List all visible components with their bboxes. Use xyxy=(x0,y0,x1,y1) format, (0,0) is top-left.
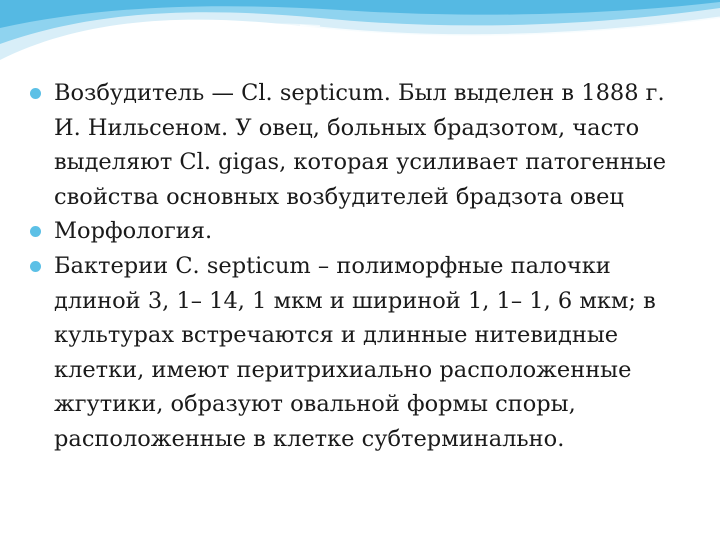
bullet-item xyxy=(28,214,698,249)
bullet-dot-icon xyxy=(30,261,41,272)
bullet-item xyxy=(28,76,698,214)
bullet-item xyxy=(28,249,698,457)
bullet-text: Возбудитель — Cl. septicum. Был выделен в 1888 г. И. Нильсеном. У овец, больных брадзотом, часто выделяют Cl. gigas, которая усиливает патогенные свойства основных возбудителей брадзота овец xyxy=(54,80,667,210)
slide-content xyxy=(28,76,698,457)
bullet-dot-icon xyxy=(30,88,41,99)
bullet-dot-icon xyxy=(30,226,41,237)
bullet-text: Морфология. xyxy=(54,218,213,245)
bullet-text: Бактерии С. septicum – полиморфные палочки длиной 3, 1– 14, 1 мкм и шириной 1, 1– 1, 6 мкм; в культурах встречаются и длинные нитевидные клетки, имеют перитрихиально расположенные жгутики, образуют овальной формы споры, расположенные в клетке субтерминально. xyxy=(54,252,656,452)
